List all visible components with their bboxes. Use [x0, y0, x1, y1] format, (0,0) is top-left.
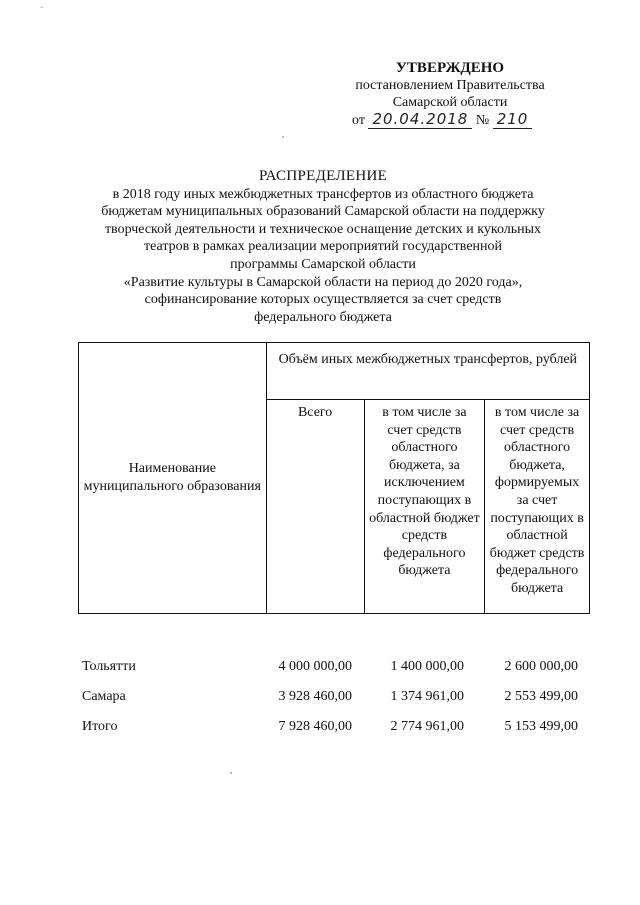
municipality-name: Тольятти	[82, 659, 136, 674]
approval-date: 20.04.2018	[368, 110, 472, 129]
header-federal-budget: в том числе за счет средств областного бюджета, формируемых за счет поступающих в областной бюджет средств федерального бюджета	[485, 400, 590, 614]
approval-number: 210	[493, 110, 533, 129]
amount-regional: 1 374 961,00	[390, 689, 464, 704]
approval-date-line	[330, 111, 570, 129]
approval-line: Самарской области	[392, 95, 508, 110]
municipality-name: Самара	[82, 689, 126, 704]
approval-heading: УТВЕРЖДЕНО	[395, 60, 505, 76]
title-line: в 2018 году иных межбюджетных трансфертов из областного бюджета	[112, 186, 534, 202]
title-line: программы Самарской области	[230, 256, 416, 272]
amount-regional: 2 774 961,00	[390, 719, 464, 734]
table-row	[82, 652, 590, 682]
amount-regional: 1 400 000,00	[390, 659, 464, 674]
table-row	[82, 682, 590, 712]
scan-speck	[230, 772, 232, 774]
distribution-table-header	[78, 342, 590, 614]
header-total: Всего	[266, 400, 364, 614]
header-municipality: Наименование муниципального образования	[79, 343, 267, 614]
title-line: софинансирование которых осуществляется за счет средств	[144, 292, 502, 308]
title-line: федерального бюджета	[254, 309, 392, 325]
approval-line: постановлением Правительства	[355, 78, 545, 93]
distribution-table-body	[82, 652, 590, 742]
header-regional-budget: в том числе за счет средств областного бюджета, за исключением поступающих в областной бюджет средств федерального бюджета	[364, 400, 485, 614]
corner-mark: ˇ	[40, 6, 44, 17]
amount-federal: 5 153 499,00	[504, 719, 578, 734]
title-line: творческой деятельности и техническое оснащение детских и кукольных	[104, 221, 542, 237]
amount-total: 3 928 460,00	[278, 689, 352, 704]
municipality-name: Итого	[82, 719, 118, 734]
title-line: «Развитие культуры в Самарской области на период до 2020 года»,	[123, 274, 523, 290]
table-row-total	[82, 712, 590, 742]
number-label: №	[475, 113, 490, 128]
title-line: бюджетам муниципальных образований Самарской области на поддержку	[101, 204, 545, 220]
approval-block	[330, 60, 570, 129]
amount-total: 4 000 000,00	[278, 659, 352, 674]
header-transfers-volume: Объём иных межбюджетных трансфертов, рублей	[266, 343, 589, 400]
title-line: театров в рамках реализации мероприятий государственной	[143, 239, 503, 255]
amount-federal: 2 553 499,00	[504, 689, 578, 704]
from-label: от	[352, 113, 365, 128]
amount-federal: 2 600 000,00	[504, 659, 578, 674]
amount-total: 7 928 460,00	[278, 719, 352, 734]
title-heading: РАСПРЕДЕЛЕНИЕ	[258, 168, 388, 184]
document-title	[60, 168, 586, 326]
scan-speck	[282, 136, 284, 138]
